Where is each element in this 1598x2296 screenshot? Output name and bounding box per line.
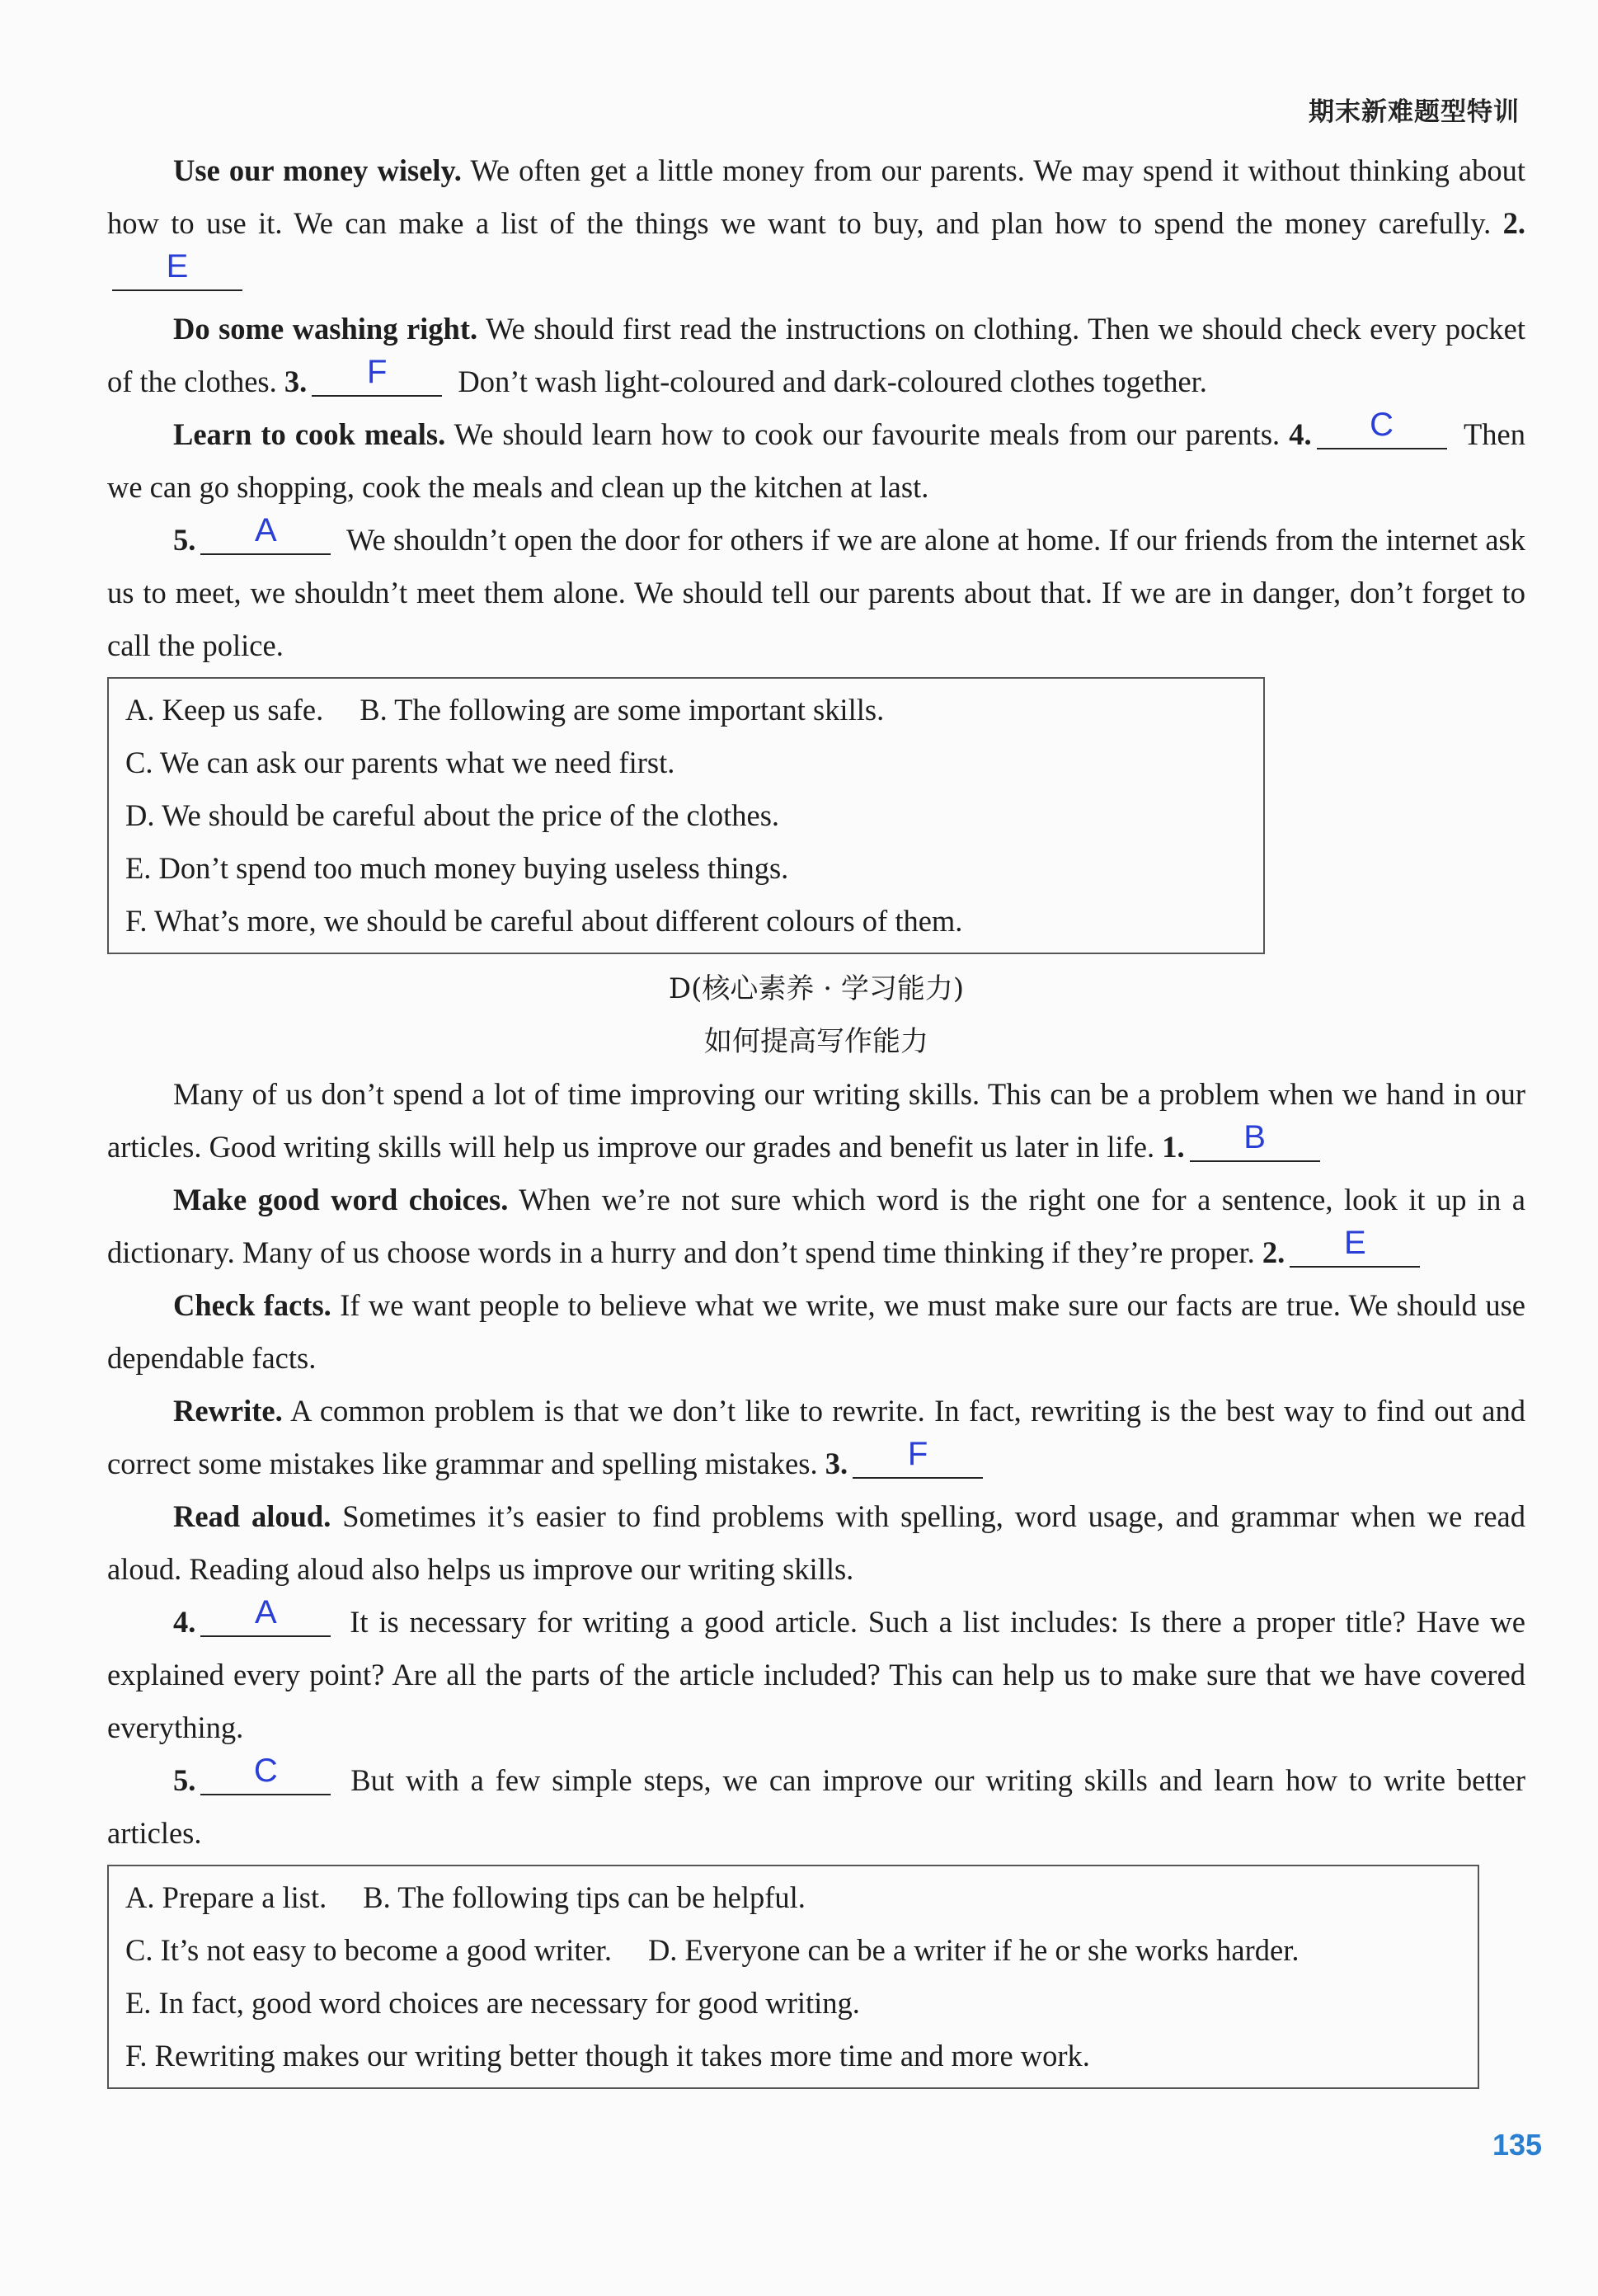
handwritten-answer: E <box>1343 1225 1366 1261</box>
question-number: 5. <box>173 1763 196 1797</box>
question-number: 3. <box>284 365 308 398</box>
handwritten-answer: C <box>253 1753 278 1789</box>
option-row <box>125 1871 1478 1924</box>
question-number: 2. <box>1502 206 1525 240</box>
page-number: 135 <box>1492 2128 1543 2162</box>
paragraph-intro <box>107 1068 1525 1174</box>
handwritten-answer: F <box>367 354 388 390</box>
handwritten-answer: F <box>907 1436 928 1472</box>
paragraph-cooking <box>107 408 1525 514</box>
answer-blank-d2[interactable] <box>1290 1225 1420 1268</box>
paragraph-heading: Read aloud. <box>173 1499 331 1533</box>
option-e: E. Don’t spend too much money buying useless things. <box>125 851 789 885</box>
question-number: 2. <box>1262 1235 1285 1269</box>
option-e: E. In fact, good word choices are necessary for good writing. <box>125 1986 860 2020</box>
option-c: C. It’s not easy to become a good writer. <box>125 1933 612 1967</box>
paragraph-text: We should learn how to cook our favourite meals from our parents. <box>454 417 1281 451</box>
option-a: A. Prepare a list. <box>125 1880 327 1914</box>
option-f: F. Rewriting makes our writing better though it takes more time and more work. <box>125 2039 1090 2073</box>
option-d: D. We should be careful about the price of the clothes. <box>125 798 780 832</box>
paragraph-text: Don’t wash light-coloured and dark-coloured clothes together. <box>458 365 1207 398</box>
paragraph-text: We often get a little money from our parents. We may spend it without thinking about how to use it. We can make a list of the things we want to buy, and plan how to spend the money carefully. <box>107 153 1525 240</box>
paragraph-text: We should first read the instructions on clothing. Then we should check every pocket of the clothes. <box>107 312 1525 398</box>
paragraph-text: If we want people to believe what we write, we must make sure our facts are true. We should use dependable facts. <box>107 1288 1526 1375</box>
handwritten-answer: C <box>1370 407 1394 443</box>
page-content <box>107 144 1525 2097</box>
paragraph-check-facts <box>107 1279 1525 1385</box>
question-number: 5. <box>173 523 196 557</box>
answer-blank-d5[interactable] <box>200 1753 331 1795</box>
option-b: B. The following tips can be helpful. <box>363 1880 806 1914</box>
paragraph-text: Sometimes it’s easier to find problems with spelling, word usage, and grammar when we read aloud. Reading aloud also helps us improve our writing skills. <box>107 1499 1525 1586</box>
paragraph-safety <box>107 514 1525 672</box>
paragraph-rewrite <box>107 1385 1525 1490</box>
section-d-label: D(核心素养 · 学习能力) <box>668 972 965 1005</box>
paragraph-heading: Use our money wisely. <box>173 153 462 187</box>
answer-blank-c2[interactable] <box>112 248 242 291</box>
question-number: 4. <box>1289 417 1312 451</box>
option-f: F. What’s more, we should be careful about different colours of them. <box>125 904 963 938</box>
question-number: 1. <box>1162 1130 1185 1164</box>
question-number: 4. <box>173 1605 196 1639</box>
answer-blank-c5[interactable] <box>200 512 331 555</box>
option-row <box>125 684 1263 736</box>
option-b: B. The following are some important skills. <box>360 693 885 727</box>
paragraph-text: We shouldn’t open the door for others if we are alone at home. If our friends from the internet ask us to meet, we shouldn’t meet them alone. We should tell our parents about that. If we are in danger, don’t forget to call the police. <box>107 523 1526 662</box>
paragraph-text: Then we can go shopping, cook the meals and clean up the kitchen at last. <box>107 417 1526 504</box>
page-header-title: 期末新难题型特训 <box>1309 97 1520 127</box>
paragraph-text: But with a few simple steps, we can improve our writing skills and learn how to write better articles. <box>107 1763 1526 1850</box>
handwritten-answer: A <box>255 1594 277 1630</box>
handwritten-answer: A <box>255 512 277 548</box>
answer-blank-d4[interactable] <box>200 1594 331 1637</box>
paragraph-text: When we’re not sure which word is the right one for a sentence, look it up in a dictionary. Many of us choose words in a hurry and don’t spend time thinking if they’re proper. <box>107 1183 1525 1269</box>
section-d-title: 如何提高写作能力 <box>704 1025 928 1058</box>
answer-blank-c4[interactable] <box>1317 407 1447 449</box>
paragraph-read-aloud <box>107 1490 1525 1596</box>
answer-blank-c3[interactable] <box>312 354 442 397</box>
paragraph-text: Many of us don’t spend a lot of time improving our writing skills. This can be a problem when we hand in our articles. Good writing skills will help us improve our grades and benefit us later in life. <box>107 1077 1525 1164</box>
handwritten-answer: E <box>166 248 189 285</box>
options-box-c <box>107 677 1265 954</box>
answer-blank-d1[interactable] <box>1190 1119 1320 1162</box>
question-number: 3. <box>825 1447 848 1480</box>
paragraph-list <box>107 1596 1525 1754</box>
paragraph-heading: Learn to cook meals. <box>173 417 446 451</box>
option-a: A. Keep us safe. <box>125 693 324 727</box>
paragraph-washing <box>107 303 1525 408</box>
paragraph-heading: Check facts. <box>173 1288 331 1322</box>
paragraph-money <box>107 144 1525 303</box>
answer-blank-d3[interactable] <box>853 1436 983 1479</box>
option-row <box>125 1924 1478 1977</box>
paragraph-word-choices <box>107 1174 1525 1279</box>
paragraph-heading: Make good word choices. <box>173 1183 509 1216</box>
paragraph-text: A common problem is that we don’t like to rewrite. In fact, rewriting is the best way to find out and correct some mistakes like grammar and spelling mistakes. <box>107 1394 1525 1480</box>
option-d: D. Everyone can be a writer if he or she works harder. <box>647 1933 1300 1967</box>
paragraph-heading: Rewrite. <box>173 1394 283 1428</box>
paragraph-heading: Do some washing right. <box>173 312 478 346</box>
paragraph-text: It is necessary for writing a good article. Such a list includes: Is there a proper title? Have we explained every point? Are all the parts of the article included? This can help us to make sure that we have covered everything. <box>107 1605 1525 1744</box>
option-c: C. We can ask our parents what we need first. <box>125 746 675 779</box>
options-box-d <box>107 1865 1479 2089</box>
paragraph-conclusion <box>107 1754 1525 1860</box>
handwritten-answer: B <box>1243 1119 1266 1155</box>
